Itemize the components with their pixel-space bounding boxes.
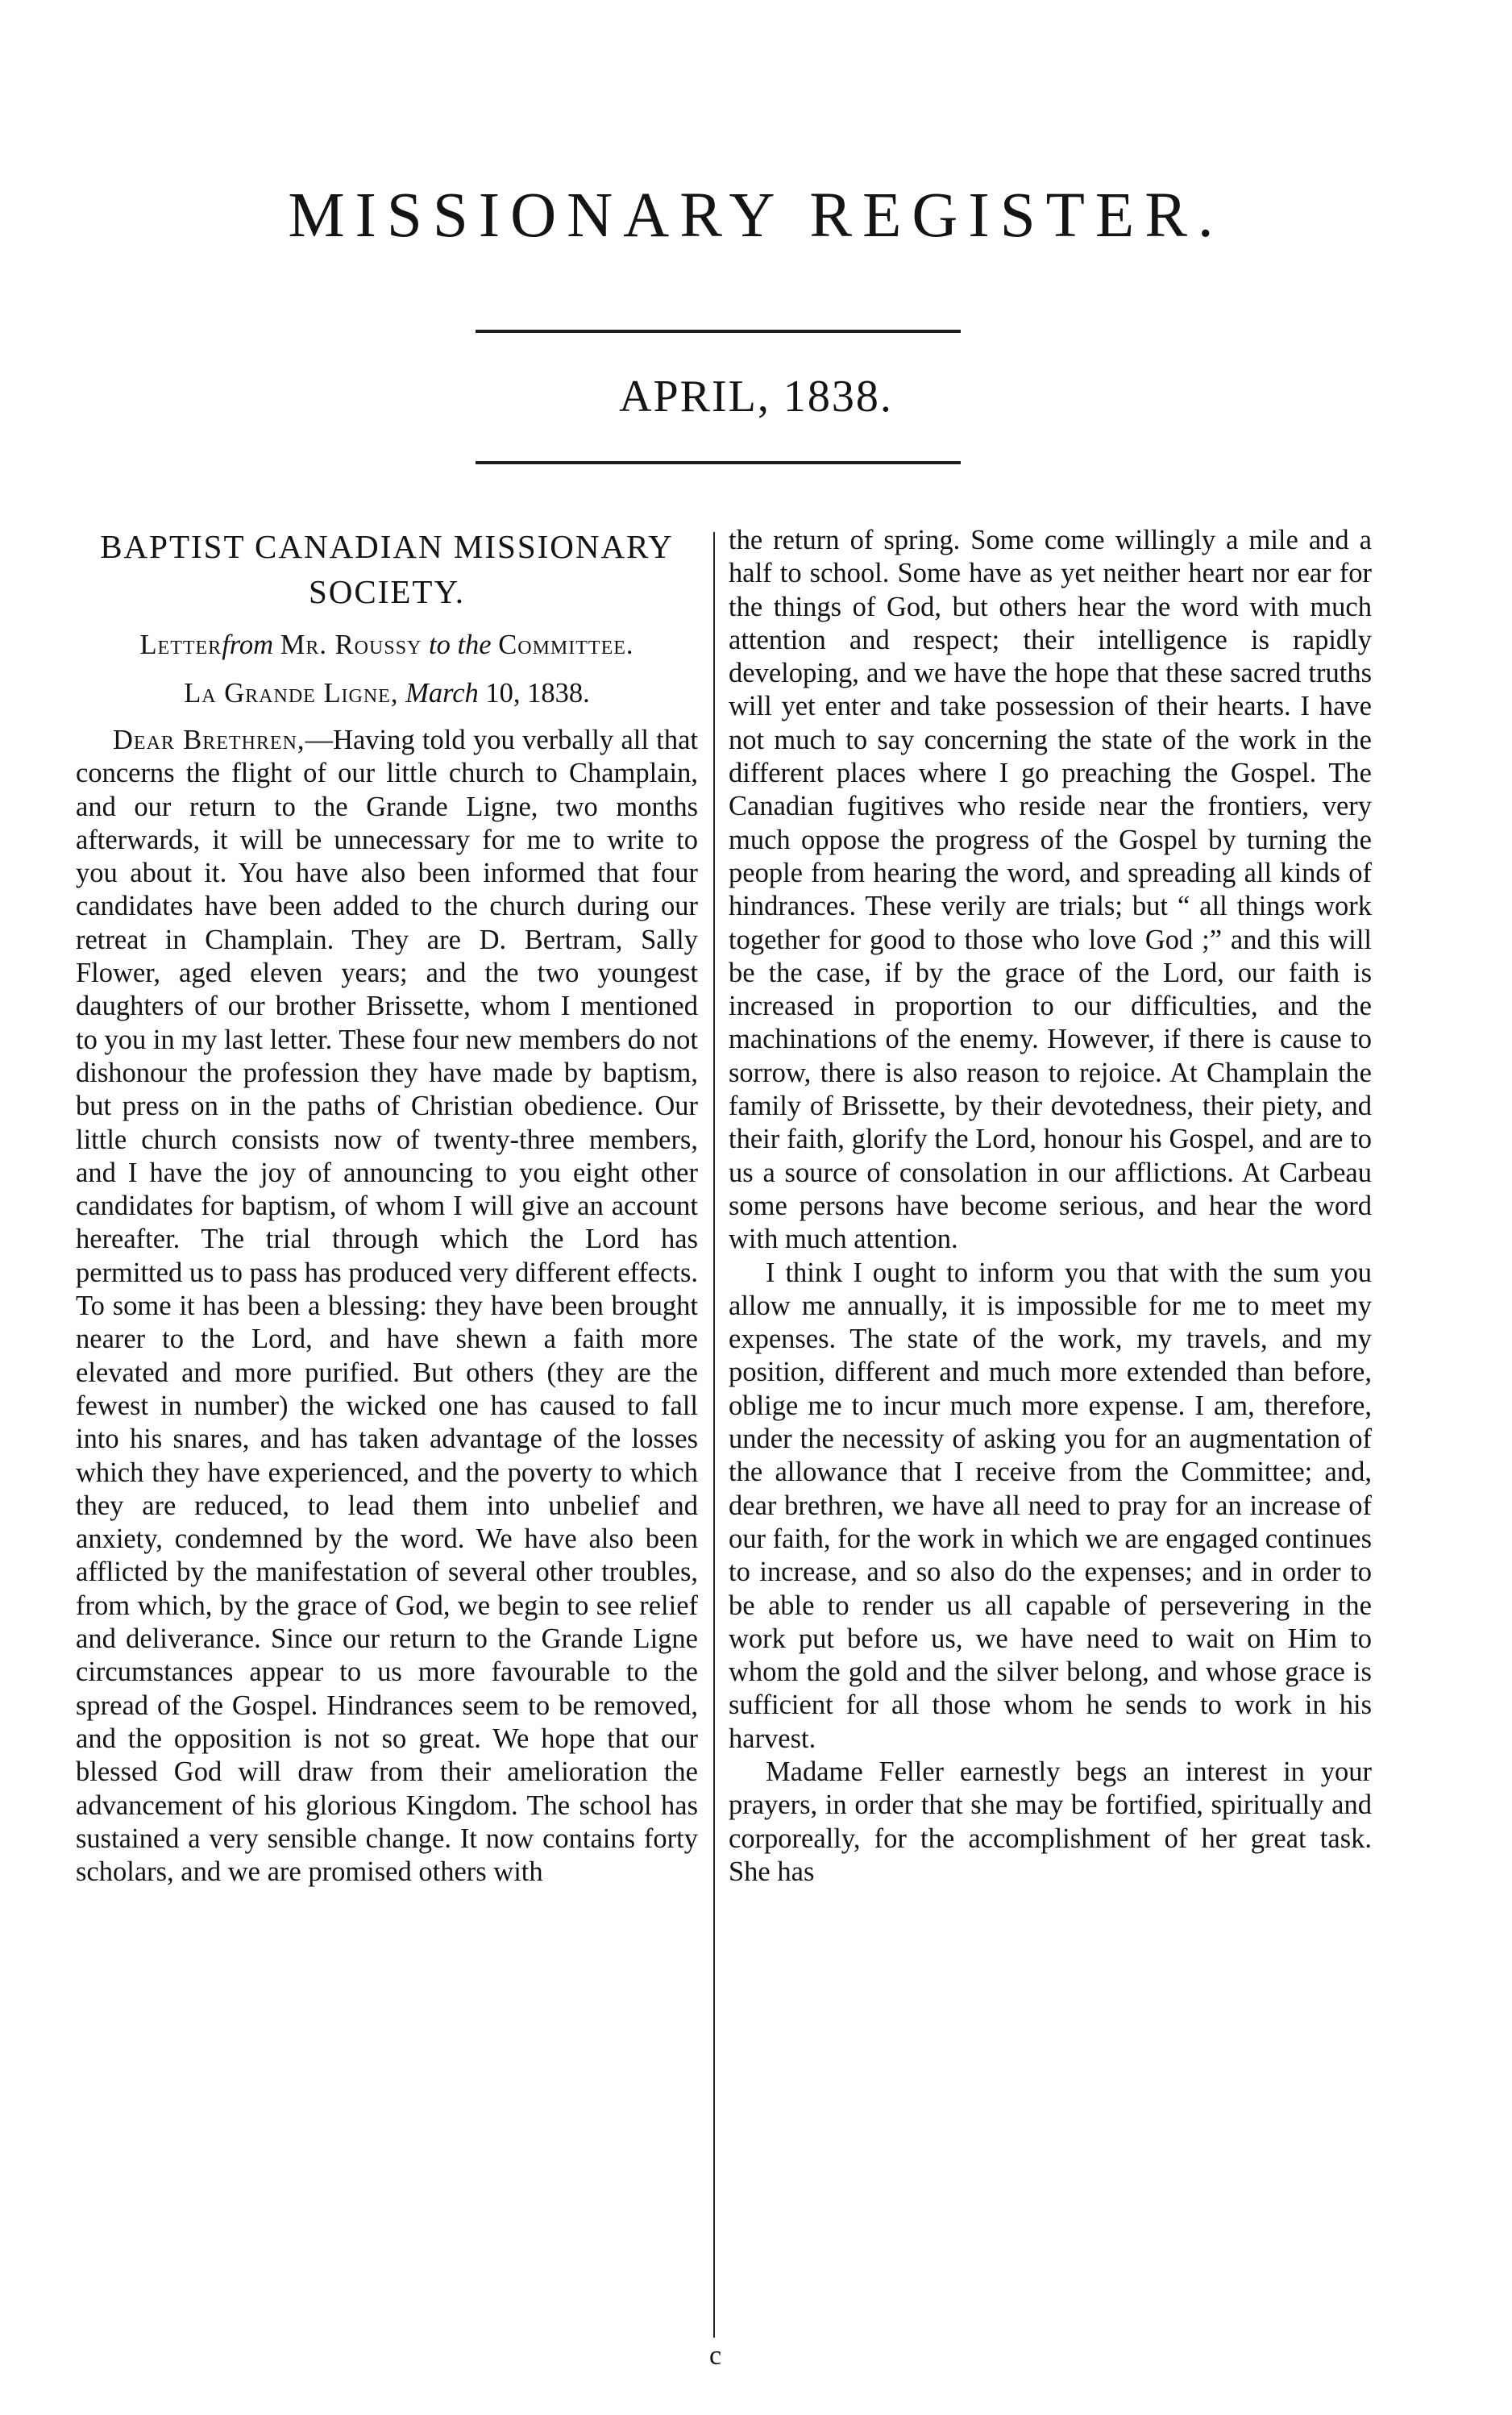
from-word: from xyxy=(222,630,274,660)
masthead-rule-top xyxy=(476,330,961,333)
body-paragraph-left xyxy=(76,724,698,1889)
author-name: Mr. Roussy xyxy=(280,630,422,660)
issue-date: APRIL, 1838. xyxy=(619,372,893,422)
body-paragraph-3: Madame Feller earnestly begs an interest in your prayers, in order that she may be fortified, spiritually and corporeally, for the accomplishment of her great task. She has xyxy=(729,1756,1372,1887)
dateline-place: La Grande Ligne, xyxy=(184,678,399,709)
dateline xyxy=(76,674,698,713)
right-column xyxy=(729,524,1372,1889)
paragraph-text-continued: the return of spring. Some come willingly a mile and a half to school. Some have as yet neither heart nor ear for the things of God, but others hear the word with much attention and respect; their intelligence is rapidly developing, and we have the hope that these sacred truths will yet enter and take possession of their hearts. I have not much to say concerning the state of the work in the different places where I go preaching the Gospel. The Canadian fugitives who reside near the frontiers, very much oppose the progress of the Gospel by turning the people from hearing the word, and spreading all kinds of hindrances. These verily are trials; but “ all things work together for good to those who love God ;” and this will be the case, if by the grace of the Lord, our faith is increased in proportion to our difficulties, and the machinations of the enemy. However, if there is cause to sorrow, there is also reason to rejoice. At Champlain the family of Brissette, by their devotedness, their piety, and their faith, glorify the Lord, honour his Gospel, and are to us a source of consolation in our afflictions. At Carbeau some persons have become serious, and hear the word with much attention. xyxy=(729,525,1372,1255)
paragraph-text-left: —Having told you verbally all that concerns the flight of our little church to Champlain, and our return to the Grande Ligne, two months afterwards, it will be unnecessary for me to write to you about it. You have also been informed that four candidates have been added to the church during our retreat in Champlain. They are D. Bertram, Sally Flower, aged eleven years; and the two youngest daughters of our brother Brissette, whom I mentioned to you in my last letter. These four new members do not dishonour the profession they have made by baptism, but press on in the paths of Christian obedience. Our little church consists now of twenty-three members, and I have the joy of announcing to you eight other candidates for baptism, of whom I will give an account hereafter. The trial through which the Lord has permitted us to pass has produced very different effects. To some it has been a blessing: they have been brought nearer to the Lord, and have shewn a faith more elevated and more purified. But others (they are the fewest in number) the wicked one has caused to fall into his snares, and has taken advantage of the losses which they have experienced, and the poverty to which they are reduced, to lead them into unbelief and anxiety, condemned by the word. We have also been afflicted by the manifestation of several other troubles, from which, by the grace of God, we begin to see relief and deliverance. Since our return to the Grande Ligne circumstances appear to us more favourable to the spread of the Gospel. Hindrances seem to be removed, and the opposition is not so great. We hope that our blessed God will draw from their amelioration the advancement of his glorious Kingdom. The school has sustained a very sensible change. It now contains forty scholars, and we are promised others with xyxy=(76,725,699,1888)
left-column xyxy=(76,524,698,1889)
recipient-name: Committee. xyxy=(498,630,634,660)
dateline-date: 10, 1838. xyxy=(485,678,590,709)
masthead-title: MISSIONARY REGISTER. xyxy=(288,181,1224,251)
salutation: Dear Brethren, xyxy=(113,725,305,755)
masthead-rule-bottom xyxy=(476,461,961,464)
signature-mark: c xyxy=(709,2341,722,2371)
body-paragraph-continued xyxy=(729,524,1372,1257)
article-heading: BAPTIST CANADIAN MISSIONARY SOCIETY. xyxy=(100,528,674,610)
dateline-month: March xyxy=(405,678,479,709)
letter-attribution xyxy=(76,626,698,664)
to-words: to the xyxy=(429,630,492,660)
letter-word: Letter xyxy=(139,630,222,660)
body-paragraph-2: I think I ought to inform you that with the sum you allow me annually, it is impossible for me to meet my expenses. The state of the work, my travels, and my position, different and much more extended than before, oblige me to incur much more expense. I am, therefore, under the necessity of asking you for an augmentation of the allowance that I receive from the Committee; and, dear brethren, we have all need to pray for an increase of our faith, for the work in which we are engaged continues to increase, and so also do the expenses; and in order to be able to render us all capable of persevering in the work put before us, we have need to wait on Him to whom the gold and the silver belong, and whose grace is sufficient for all those whom he sends to work in his harvest. xyxy=(729,1257,1373,1754)
column-divider xyxy=(713,532,715,2338)
